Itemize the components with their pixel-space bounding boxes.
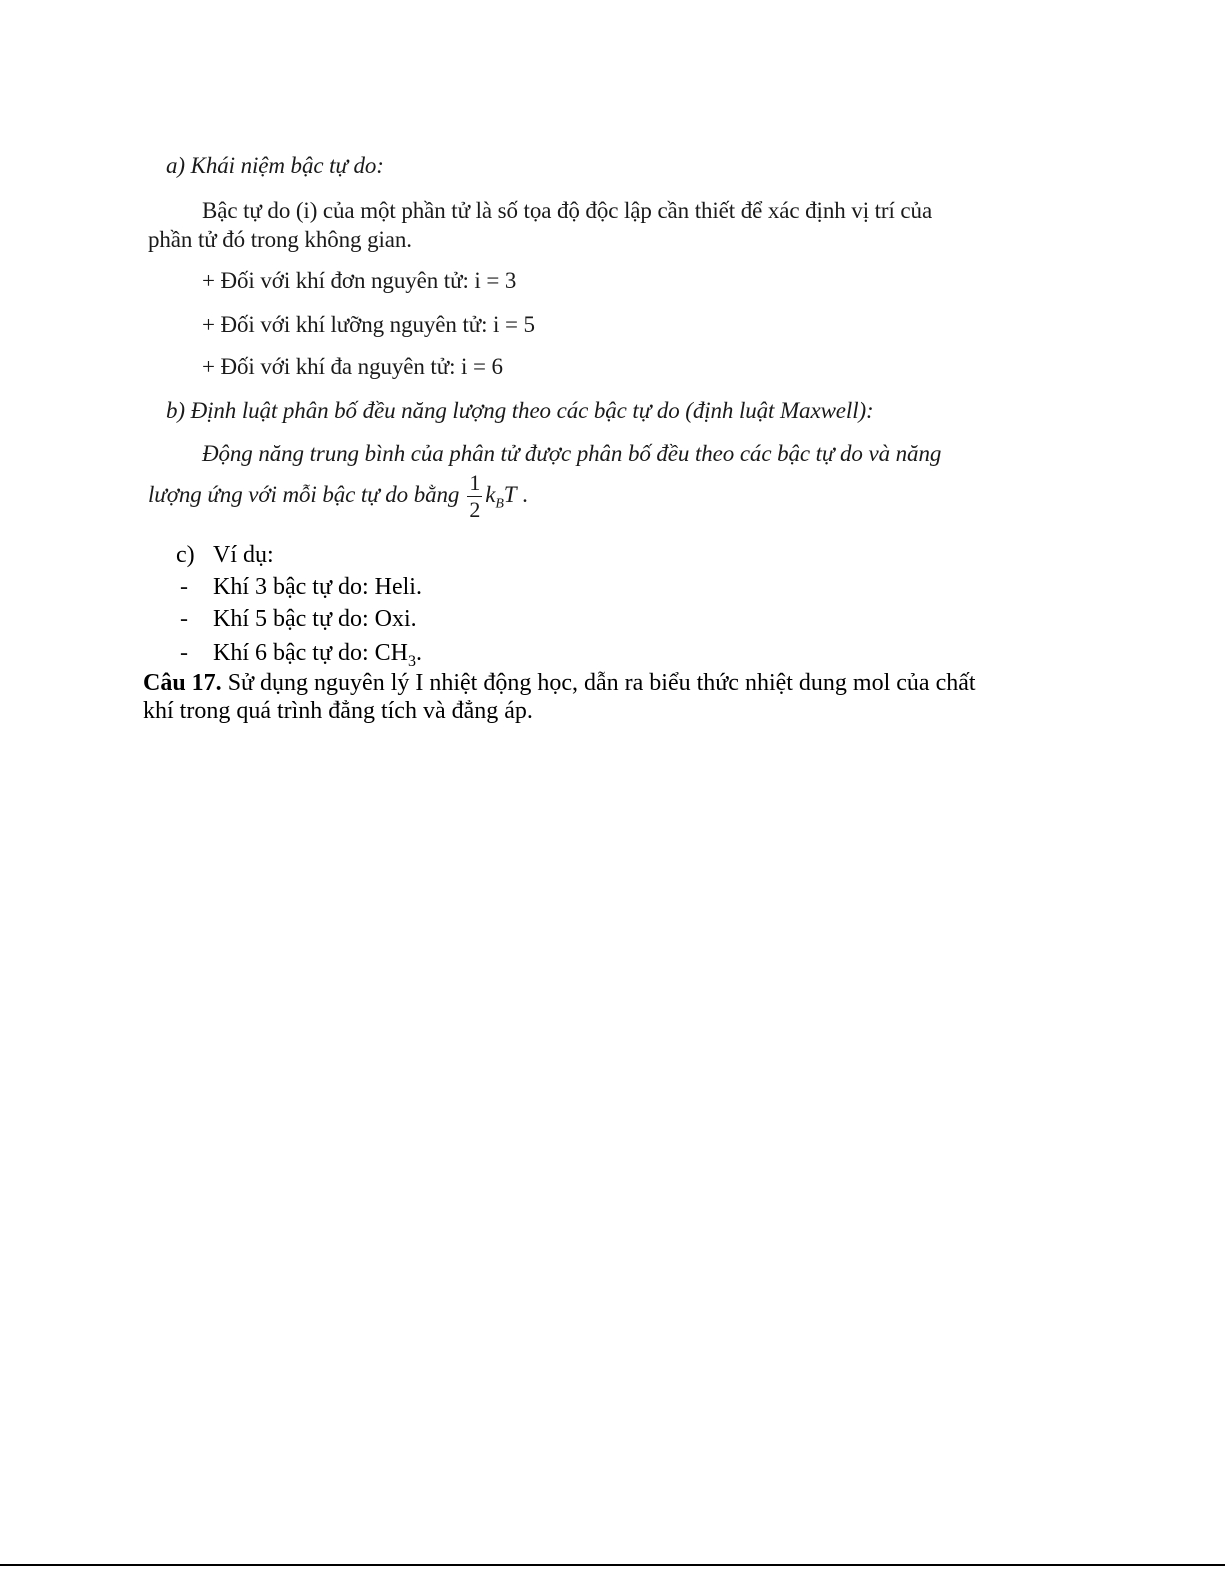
example-oxygen: Khí 5 bậc tự do: Oxi. [213,606,417,632]
example-methyl-subscript: 3 [408,652,416,670]
page-bottom-rule [0,1564,1225,1566]
section-b-heading: b) Định luật phân bố đều năng lượng theo các bậc tự do (định luật Maxwell): [166,398,874,423]
fraction-one-half [467,472,482,521]
bullet-dash: - [180,574,188,600]
statement-line-1: Động năng trung bình của phân tử được phân bố đều theo các bậc tự do và năng [202,441,942,466]
bullet-dash: - [180,640,188,666]
definition-line-2: phần tử đó trong không gian. [148,227,412,252]
statement-line-2 [148,472,528,521]
fraction-denominator: 2 [469,497,481,522]
example-methyl [213,640,422,671]
fraction-numerator: 1 [469,470,481,495]
question-number: Câu 17. [143,670,222,696]
boltzmann-k: k [485,481,496,507]
section-c-heading: Ví dụ: [213,542,274,568]
example-methyl-end: . [416,640,422,666]
question-17-line-1 [143,670,976,697]
case-polyatomic: + Đối với khí đa nguyên tử: i = 6 [202,354,503,379]
question-text-1: Sử dụng nguyên lý I nhiệt động học, dẫn ra biểu thức nhiệt dung mol của chất [221,670,976,696]
definition-line-1: Bậc tự do (i) của một phần tử là số tọa độ độc lập cần thiết để xác định vị trí của [202,198,933,223]
case-monatomic: + Đối với khí đơn nguyên tử: i = 3 [202,268,517,293]
formula-end: . [516,481,528,507]
statement-line-2-text: lượng ứng với mỗi bậc tự do bằng [148,481,460,507]
example-methyl-text: Khí 6 bậc tự do: CH [213,640,408,666]
boltzmann-subscript: B [495,496,504,512]
section-c-label: c) [176,542,195,568]
case-diatomic: + Đối với khí lưỡng nguyên tử: i = 5 [202,312,535,337]
temperature-T: T [503,481,517,507]
question-17-line-2: khí trong quá trình đẳng tích và đẳng áp. [143,698,533,724]
example-helium: Khí 3 bậc tự do: Heli. [213,574,422,600]
bullet-dash: - [180,606,188,632]
section-a-heading: a) Khái niệm bậc tự do: [166,153,384,178]
